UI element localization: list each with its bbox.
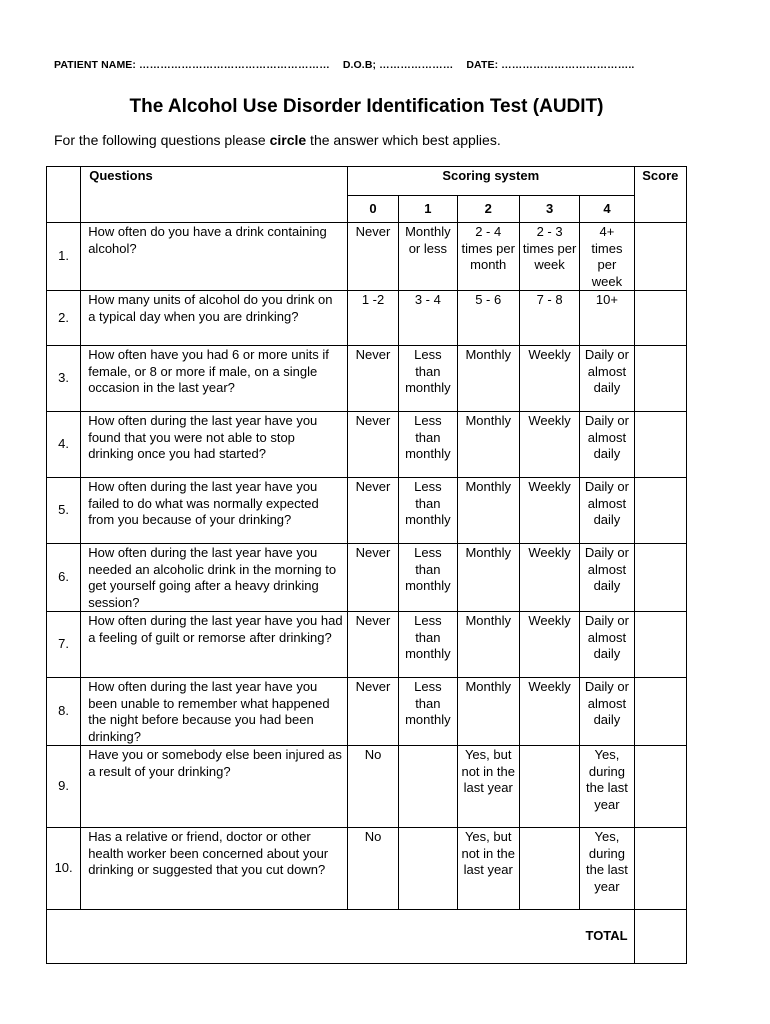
answer-option-0[interactable]: No [347,828,398,910]
answer-option-4[interactable]: Yes, during the last year [580,746,634,828]
instructions-emphasis: circle [269,132,307,148]
answer-option-1[interactable]: Less than monthly [399,678,457,746]
total-label: TOTAL [47,910,635,964]
scoring-system-header: Scoring system [347,167,634,196]
answer-option-1[interactable]: Monthly or less [399,223,457,291]
question-number: 5. [47,478,81,544]
question-text: How often have you had 6 or more units if female, or 8 or more if male, on a single occasion in the last year? [81,346,348,412]
score-column-3: 3 [519,196,579,223]
question-number: 7. [47,612,81,678]
answer-option-3[interactable]: Weekly [519,544,579,612]
instructions-text-end: the answer which best applies. [306,132,501,148]
total-row [47,910,687,964]
question-number: 8. [47,678,81,746]
answer-option-3[interactable]: 2 - 3 times per week [519,223,579,291]
question-number: 3. [47,346,81,412]
question-number: 9. [47,746,81,828]
answer-option-3 [519,746,579,828]
answer-option-2[interactable]: 2 - 4 times per month [457,223,519,291]
answer-option-1[interactable]: Less than monthly [399,544,457,612]
question-text: How often do you have a drink containing alcohol? [81,223,348,291]
question-number: 1. [47,223,81,291]
score-column-0: 0 [347,196,398,223]
question-text: Has a relative or friend, doctor or other health worker been concerned about your drinking or suggested that you cut down? [81,828,348,910]
number-header [47,167,81,223]
answer-option-0[interactable]: No [347,746,398,828]
instructions [54,132,501,148]
score-cell[interactable] [634,544,686,612]
answer-option-3[interactable]: Weekly [519,612,579,678]
answer-option-2[interactable]: Monthly [457,544,519,612]
question-text: How often during the last year have you needed an alcoholic drink in the morning to get yourself going after a heavy drinking session? [81,544,348,612]
answer-option-1[interactable]: 3 - 4 [399,291,457,346]
score-cell[interactable] [634,346,686,412]
score-cell[interactable] [634,746,686,828]
question-text: How often during the last year have you found that you were not able to stop drinking once you had started? [81,412,348,478]
question-row [47,478,687,544]
score-header: Score [634,167,686,223]
answer-option-0[interactable]: 1 -2 [347,291,398,346]
score-cell[interactable] [634,291,686,346]
page-title: The Alcohol Use Disorder Identification Test (AUDIT) [129,96,604,117]
answer-option-0[interactable]: Never [347,544,398,612]
answer-option-1 [399,746,457,828]
answer-option-2[interactable]: Monthly [457,478,519,544]
answer-option-2[interactable]: Monthly [457,678,519,746]
answer-option-0[interactable]: Never [347,223,398,291]
total-score-cell[interactable] [634,910,686,964]
question-row [47,544,687,612]
answer-option-4[interactable]: Daily or almost daily [580,346,634,412]
answer-option-4[interactable]: Yes, during the last year [580,828,634,910]
audit-table [46,166,687,964]
questions-header: Questions [81,167,348,223]
answer-option-4[interactable]: 10+ [580,291,634,346]
answer-option-0[interactable]: Never [347,478,398,544]
answer-option-4[interactable]: Daily or almost daily [580,412,634,478]
question-row [47,412,687,478]
question-row [47,223,687,291]
answer-option-2[interactable]: Monthly [457,346,519,412]
answer-option-2[interactable]: Yes, but not in the last year [457,746,519,828]
score-column-1: 1 [399,196,457,223]
answer-option-1[interactable]: Less than monthly [399,412,457,478]
question-row [47,746,687,828]
answer-option-3[interactable]: Weekly [519,412,579,478]
answer-option-2[interactable]: 5 - 6 [457,291,519,346]
answer-option-4[interactable]: Daily or almost daily [580,478,634,544]
question-row [47,612,687,678]
answer-option-2[interactable]: Monthly [457,612,519,678]
question-number: 2. [47,291,81,346]
answer-option-0[interactable]: Never [347,346,398,412]
score-cell[interactable] [634,412,686,478]
patient-header [54,59,714,71]
answer-option-1[interactable]: Less than monthly [399,478,457,544]
question-number: 10. [47,828,81,910]
answer-option-4[interactable]: Daily or almost daily [580,612,634,678]
score-cell[interactable] [634,612,686,678]
answer-option-1 [399,828,457,910]
answer-option-0[interactable]: Never [347,412,398,478]
answer-option-2[interactable]: Monthly [457,412,519,478]
question-text: Have you or somebody else been injured as a result of your drinking? [81,746,348,828]
question-row [47,291,687,346]
question-text: How often during the last year have you been unable to remember what happened the night before because you had been drinking? [81,678,348,746]
question-row [47,678,687,746]
dob-field: D.O.B; ………………… [342,59,454,71]
score-column-2: 2 [457,196,519,223]
patient-name-field: PATIENT NAME: ……………………………………………… [54,59,330,71]
answer-option-1[interactable]: Less than monthly [399,612,457,678]
instructions-text: For the following questions please [54,132,270,148]
answer-option-4[interactable]: 4+ times per week [580,223,634,291]
score-cell[interactable] [634,478,686,544]
question-text: How often during the last year have you failed to do what was normally expected from you because of your drinking? [81,478,348,544]
question-number: 4. [47,412,81,478]
question-text: How often during the last year have you had a feeling of guilt or remorse after drinking? [81,612,348,678]
score-column-4: 4 [580,196,634,223]
answer-option-3 [519,828,579,910]
answer-option-4[interactable]: Daily or almost daily [580,678,634,746]
answer-option-0[interactable]: Never [347,678,398,746]
score-cell[interactable] [634,678,686,746]
answer-option-3[interactable]: Weekly [519,478,579,544]
answer-option-3[interactable]: Weekly [519,678,579,746]
date-field: DATE: ……………………………….. [466,59,635,71]
answer-option-2[interactable]: Yes, but not in the last year [457,828,519,910]
question-number: 6. [47,544,81,612]
answer-option-0[interactable]: Never [347,612,398,678]
question-text: How many units of alcohol do you drink on a typical day when you are drinking? [81,291,348,346]
answer-option-3[interactable]: Weekly [519,346,579,412]
answer-option-3[interactable]: 7 - 8 [519,291,579,346]
answer-option-1[interactable]: Less than monthly [399,346,457,412]
question-row [47,346,687,412]
score-cell[interactable] [634,828,686,910]
score-cell[interactable] [634,223,686,291]
answer-option-4[interactable]: Daily or almost daily [580,544,634,612]
question-row [47,828,687,910]
